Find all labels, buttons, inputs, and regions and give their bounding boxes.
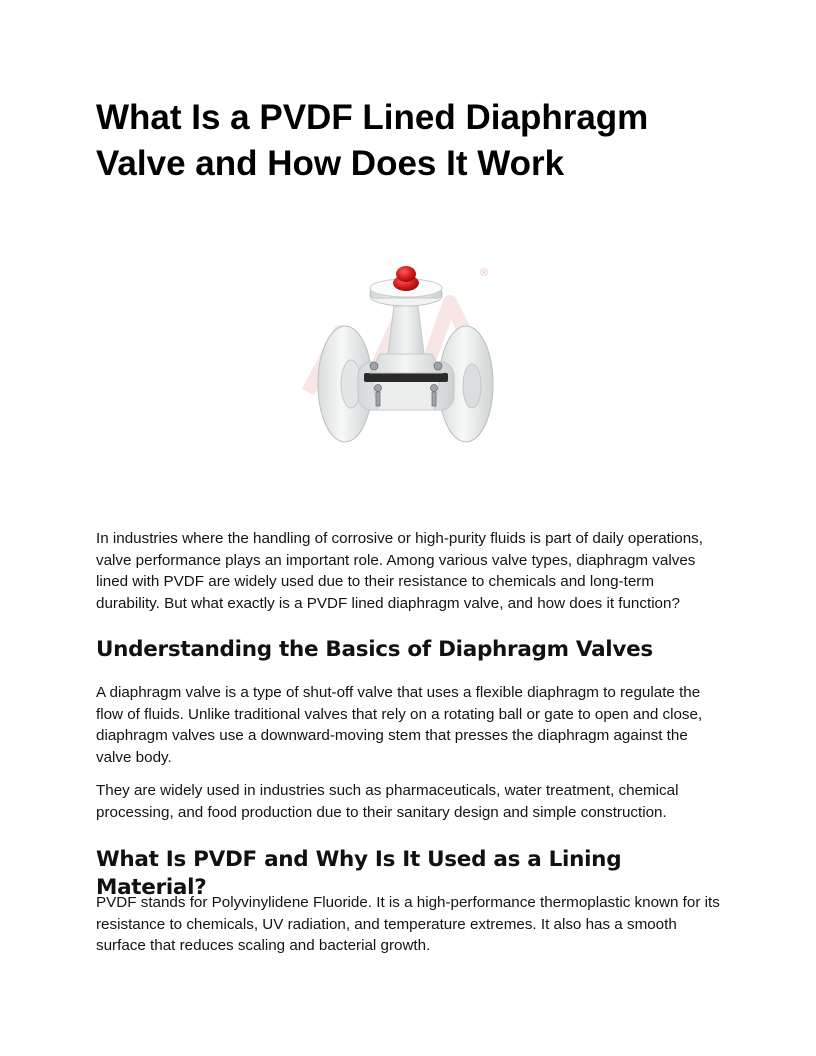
diaphragm-basics-paragraph-1: A diaphragm valve is a type of shut-off valve that uses a flexible diaphragm to regulate the flow of fluids. Unlike traditional valves that rely on a rotating ball or gate to open and close, diaphragm valves use a downward-moving stem that presses the diaphragm against the valve body. <box>96 684 703 766</box>
diaphragm-basics-paragraph-2: They are widely used in industries such as pharmaceuticals, water treatment, chemical processing, and food production due to their sanitary design and simple construction. <box>96 782 679 821</box>
title-line-2: Valve and How Does It Work <box>96 144 565 183</box>
intro-paragraph: In industries where the handling of corrosive or high-purity fluids is part of daily operations, valve performance plays an important role. Among various valve types, diaphragm valves lined with PVDF are widely used due to their resistance to chemicals and long-term durability. But what exactly is a PVDF lined diaphragm valve, and how does it function? <box>96 530 703 612</box>
section-heading-diaphragm-basics: Understanding the Basics of Diaphragm Valves <box>96 637 653 662</box>
page-title <box>96 95 716 187</box>
registered-mark: ® <box>480 267 489 279</box>
section-heading-pvdf: What Is PVDF and Why Is It Used as a Lining Material? <box>96 847 622 900</box>
valve-product-image <box>300 262 506 462</box>
pvdf-paragraph-1: PVDF stands for Polyvinylidene Fluoride. It is a high-performance thermoplastic known for its resistance to chemicals, UV radiation, and temperature extremes. It also has a smooth surface that reduces scaling and bacterial growth. <box>96 894 720 954</box>
diaphragm-valve-illustration <box>300 262 506 462</box>
title-line-1: What Is a PVDF Lined Diaphragm <box>96 98 649 137</box>
